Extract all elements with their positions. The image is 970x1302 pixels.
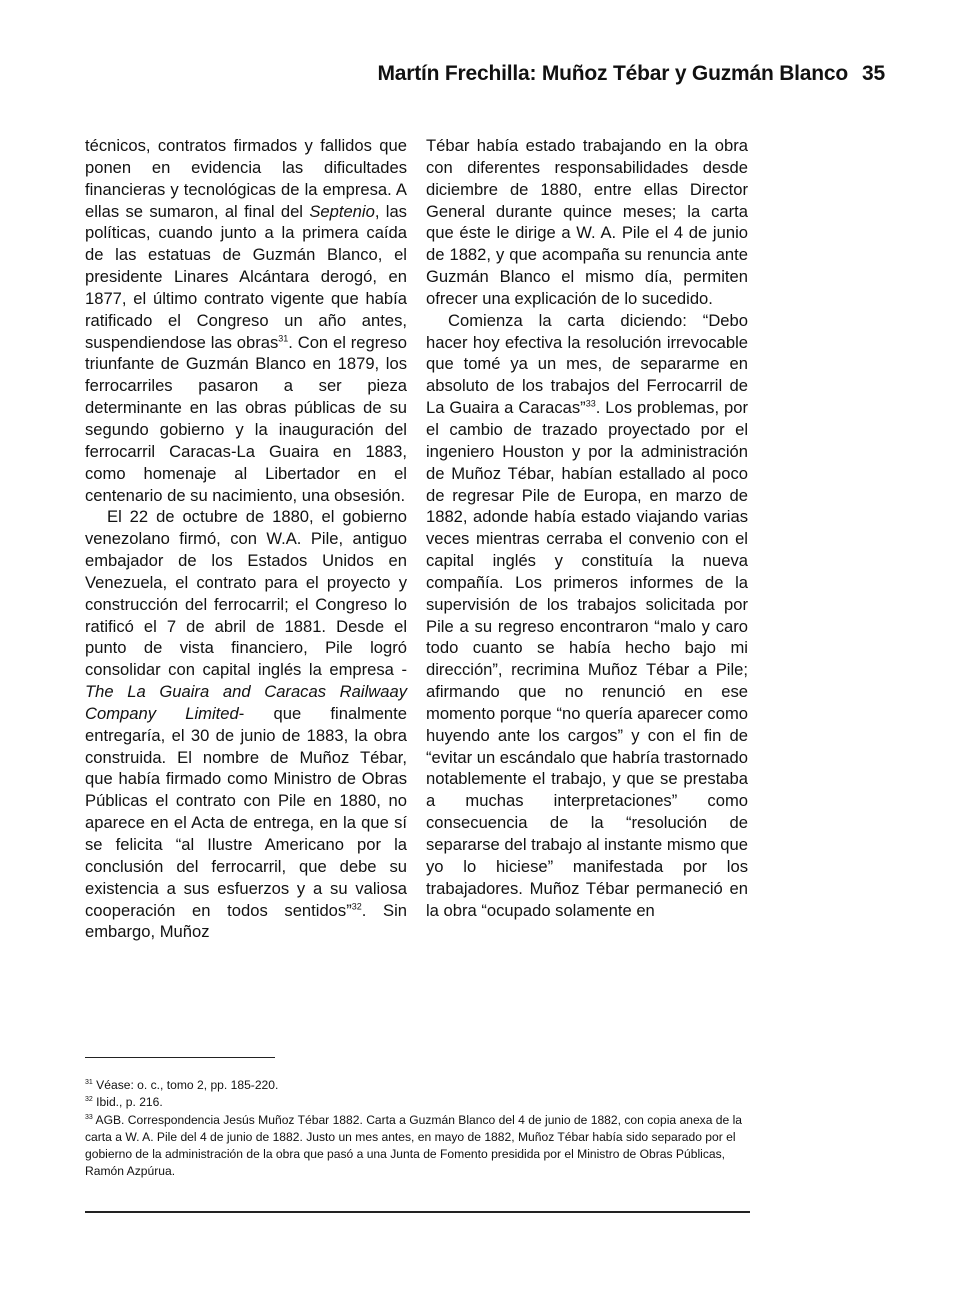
text-run: . Sin embargo, Muñoz bbox=[85, 900, 407, 942]
footnote-number: 32 bbox=[85, 1096, 93, 1104]
footnote-text: Véase: o. c., tomo 2, pp. 185-220. bbox=[96, 1078, 279, 1092]
running-header bbox=[300, 62, 885, 86]
footnote-divider bbox=[85, 1057, 275, 1058]
text-run: . Los problemas, por el cambio de trazado proyectado por el ingeniero Houston y por la administración de Muñoz Tébar, habían estallado al poco de regresar Pile de Europa, en marzo de 1882, adonde había estado viajando varias veces mientras cerraba el convenio con el capital inglés y constituía la nueva compañía. Los primeros informes de la supervisión de los trabajos solicitada por Pile a su regreso encontraron “malo y caro todo cuanto se había hecho bajo mi dirección”, recrimina Muñoz Tébar a Pile; afirmando que no renunció en ese momento porque “no quería aparecer como huyendo ante los cargos” y con el fin de “evitar un escándalo que habría trastornado notablemente el trabajo, y que se prestaba a muchas interpretaciones” como consecuencia de la “resolución de separarse del trabajo al instante mismo que yo lo hiciese” manifestada por los trabajadores. Muñoz Tébar permaneció en la obra “ocupado solamente en bbox=[426, 398, 749, 920]
paragraph bbox=[85, 135, 407, 506]
text-run: - que finalmente entregaría, el 30 de junio de 1883, la obra construida. El nombre de Muñoz Tébar, que había firmado como Ministro de Obras Públicas el contrato con Pile en 1880, no aparece en el Acta de entrega, en la que sí se felicita “al Ilustre Americano por la conclusión del ferrocarril, que debe su existencia a sus esfuerzos y a su valiosa cooperación en todos sentidos” bbox=[85, 703, 407, 920]
footnote-text: Ibid., p. 216. bbox=[96, 1095, 163, 1110]
text-run: Comienza la carta diciendo: “Debo hacer hoy efectiva la resolución irrevocable que tomé ya un mes, de separarme en absoluto de los trabajos del Ferrocarril de La Guaira a Caracas” bbox=[426, 310, 748, 418]
italic-company-name: The La Guaira and Caracas Railwaay Company Limited bbox=[85, 682, 407, 723]
bottom-rule bbox=[85, 1211, 750, 1213]
paragraph bbox=[85, 506, 407, 943]
footnote-ref: 31 bbox=[278, 333, 289, 344]
text-run: , las políticas, cuando junto a la primera caída de las estatuas de Guzmán Blanco, el presidente Linares Alcántara derogó, en 1877, el último contrato vigente que había ratificado el Congreso un año antes, suspendiendose las obras bbox=[85, 201, 407, 352]
left-column bbox=[85, 135, 407, 943]
footnote-text: AGB. Correspondencia Jesús Muñoz Tébar 1882. Carta a Guzmán Blanco del 4 de junio de 1882, con copia anexa de la carta a W. A. Pile del 4 de junio de 1882. Justo un mes antes, en mayo de 1882, Muñoz Tébar había sido separado por el gobierno de la administración de la obra que pasó a una Junta de Fomento presidida por el Ministro de Obras Públicas, Ramón Azpúrua. bbox=[85, 1112, 743, 1179]
paragraph bbox=[426, 310, 748, 922]
page-number: 35 bbox=[862, 62, 885, 85]
paragraph: Tébar había estado trabajando en la obra con diferentes responsabilidades desde diciembre de 1880, entre ellas Director General durante quince meses; la carta que éste le dirige a W. A. Pile el 4 de junio de 1882, y que acompaña su renuncia ante Guzmán Blanco el mismo día, permiten ofrecer una explicación de lo sucedido. bbox=[426, 136, 748, 308]
text-run: técnicos, contratos firmados y fallidos que ponen en evidencia las dificultades financieras y tecnológicas de la empresa. A ellas se sumaron, al final del bbox=[85, 136, 407, 221]
footnote bbox=[85, 1077, 750, 1094]
footnotes bbox=[85, 1077, 750, 1181]
footnote-ref: 33 bbox=[585, 398, 596, 409]
text-run: . Con el regreso triunfante de Guzmán Blanco en 1879, los ferrocarriles pasaron a ser pieza determinante en las obras públicas de su segundo gobierno y la inauguración del ferrocarril Caracas-La Guaira en 1883, como homenaje al Libertador en el centenario de su nacimiento, una obsesión. bbox=[85, 332, 407, 505]
footnote-ref: 32 bbox=[351, 901, 362, 911]
header-title: Martín Frechilla: Muñoz Tébar y Guzmán Blanco bbox=[377, 62, 849, 85]
text-run: El 22 de octubre de 1880, el gobierno venezolano firmó, con W.A. Pile, antiguo embajador de los Estados Unidos en Venezuela, el contrato para el proyecto y construcción del ferrocarril; el Congreso lo ratificó el 7 de abril de 1881. Desde el punto de vista financiero, Pile logró consolidar con capital inglés la empresa - bbox=[85, 507, 407, 680]
footnote bbox=[85, 1094, 750, 1111]
italic-term: Septenio bbox=[309, 201, 375, 221]
footnote-number: 33 bbox=[85, 1113, 93, 1121]
right-column bbox=[426, 135, 748, 921]
footnote-number: 31 bbox=[85, 1078, 93, 1086]
footnote bbox=[85, 1112, 750, 1181]
